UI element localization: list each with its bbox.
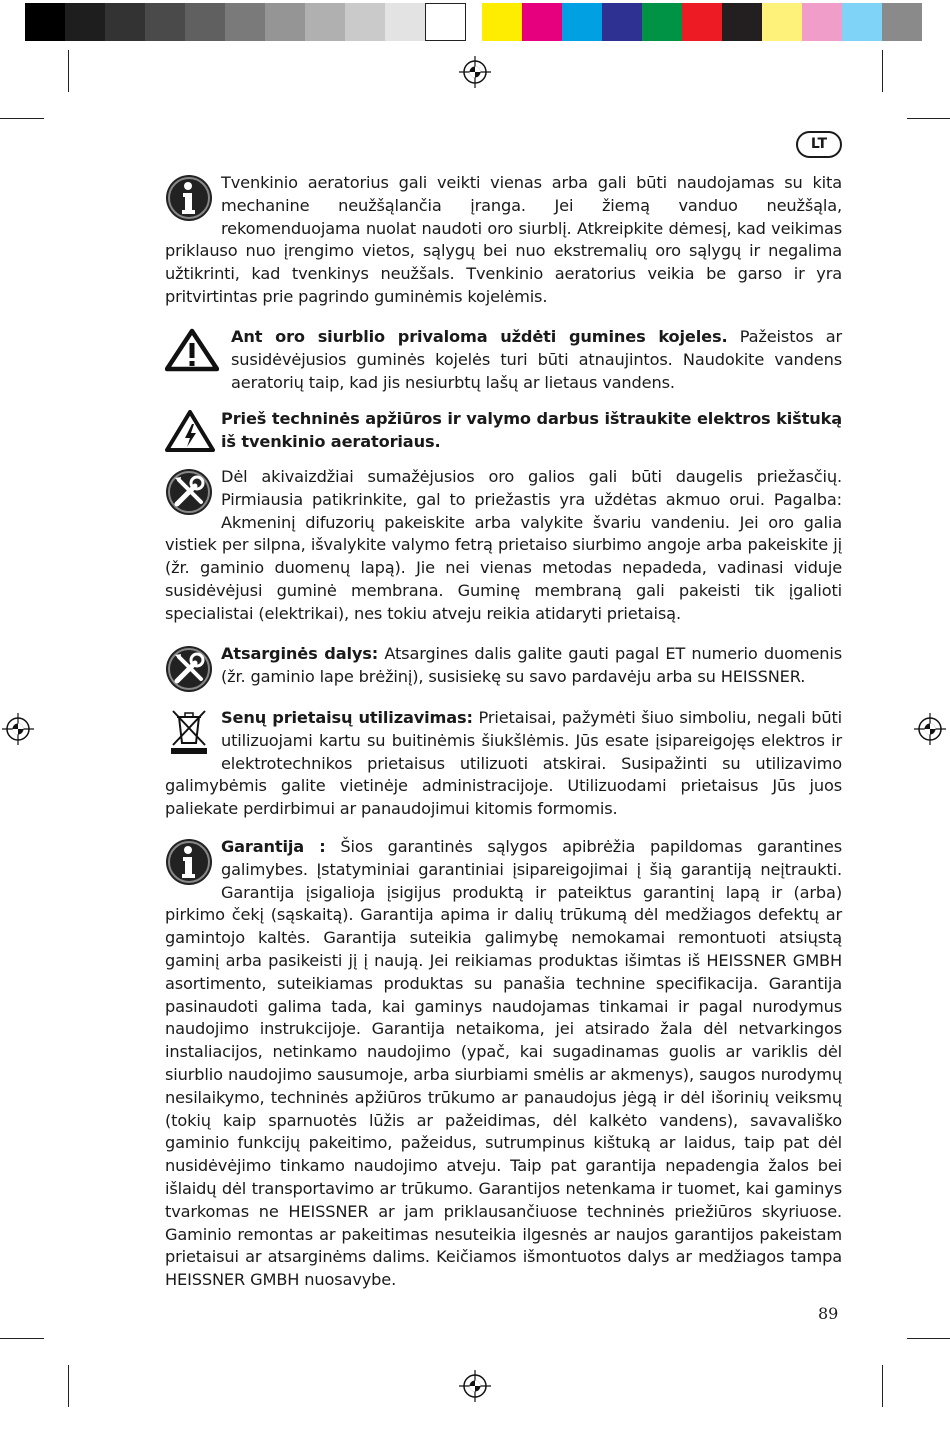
color-swatch	[882, 3, 922, 41]
color-swatch	[602, 3, 642, 41]
color-swatch	[522, 3, 562, 41]
crop-mark	[882, 50, 883, 92]
spare-parts-paragraph: Atsarginės dalys: Atsargines dalis galite gauti pagal ET numerio duomenis (žr. gaminio lape brėžinį), susisiekę su savo pardavėju arba su HEISSNER.	[165, 643, 842, 693]
troubleshooting-paragraph: Dėl akivaizdžiai sumažėjusios oro galios gali būti daugelis priežasčių. Pirmiausia patikrinkite, gal to priežastis yra uždėtas akmuo orui. Pagalba: Akmeninį difuzorių pakeiskite arba valykite švariu vandeniu. Jei oro galia vistiek per silpna, išvalykite valymo fetrą prietaiso siurbimo angoje arba pakeiskite jį (žr. gaminio duomenų lapą). Jie nei vienas metodas nepadeda, vadinasi viduje susidėvėjusi guminė membrana. Guminę membraną gali pakeisti tik įgalioti specialistai (elektrikai), nes tokiu atveju reikia atidaryti prietaisą.	[165, 467, 842, 623]
color-swatch	[482, 3, 522, 41]
crop-mark	[882, 1365, 883, 1407]
color-swatch	[682, 3, 722, 41]
gray-swatch	[225, 3, 265, 41]
gray-swatch	[25, 3, 65, 41]
electric-hazard-icon	[165, 410, 215, 452]
color-swatch	[722, 3, 762, 41]
gray-swatch	[185, 3, 225, 41]
crop-mark	[68, 1365, 69, 1407]
gray-swatch	[65, 3, 105, 41]
crop-mark	[0, 1338, 44, 1339]
electrical-warning-paragraph: Prieš techninės apžiūros ir valymo darbus ištraukite elektros kištuką iš tvenkinio aeratoriaus.	[165, 408, 842, 454]
warning-triangle-icon	[165, 328, 223, 372]
info-icon	[165, 174, 215, 222]
color-swatch	[762, 3, 802, 41]
page-number: 89	[818, 1304, 839, 1323]
info-paragraph: Tvenkinio aeratorius gali veikti vienas arba gali būti naudojamas su kita mechanine neužšąlančia įranga. Jei žiemą vanduo neužšąla, rekomenduojama nuolat naudoti oro siurblį. Atkreipkite dėmesį, kad veikimas priklauso nuo įrengimo vietos, sąlygų bei nuo ekstremalių oro sąlygų ir negalima užtikrinti, kad tvenkinys neužšals. Tvenkinio aeratorius veikia be garso ir yra pritvirtintas prie pagrindo guminėmis kojelėmis.	[165, 173, 842, 306]
gray-swatch	[385, 3, 425, 41]
crop-mark	[0, 118, 44, 119]
color-swatch	[562, 3, 602, 41]
info-icon	[165, 838, 215, 886]
crop-mark	[907, 118, 950, 119]
registration-mark-icon	[459, 56, 491, 88]
tools-icon	[165, 468, 215, 516]
warning-paragraph: Ant oro siurblio privaloma uždėti gumines kojeles. Pažeistos ar susidėvėjusios guminės kojelės turi būti atnaujintos. Naudokite vandens aeratorių taip, kad jis nesiurbtų lašų ar lietaus vandens.	[165, 326, 842, 394]
language-badge: LT	[796, 131, 842, 158]
color-swatch	[842, 3, 882, 41]
gray-swatch	[305, 3, 345, 41]
gray-swatch	[265, 3, 305, 41]
crop-mark	[907, 1338, 950, 1339]
warranty-paragraph: Garantija : Šios garantinės sąlygos apibrėžia papildomas garantines galimybes. Įstatyminiai garantiniai įsipareigojimai į šią garantiją neįtraukti. Garantija įsigalioja įsigijus produktą ir pateiktus garantinį lapą ir (arba) pirkimo čekį (sąskaitą). Garantija apima ir dalių trūkumą dėl medžiagos defektų ar gamintojo kaltės. Garantija suteikia galimybę nemokamai remontuoti atsiųstą gaminį arba pasikeisti jį į naują. Jei reikiamas produktas išimtas iš HEISSNER GMBH asortimento, suteikiamas produktas su panašia technine specifikacija. Garantija pasinaudoti galima tada, kai gaminys naudojamas tinkamai ir pagal nurodymus naudojimo instrukcijoje. Garantija netaikoma, jei atsirado žala dėl netvarkingos instaliacijos, netinkamo naudojimo (ypač, kai sugadinamas guolis ar variklis dėl siurblio naudojimo sausumoje, arba siurbiami smėlis ar akmenys), saugos nurodymų nesilaikymo, techninės apžiūros trūkumo ar panaudojus jėgą ir dėl išorinių veiksmų (tokių kaip sparnuotės lūžis ar pažeidimas, dėl kalkėto vandens), savavališko gaminio funkcijų pakeitimo, pažeidus, sutrumpinus kištuką ar laidus, taip pat dėl nusidėvėjimo tinkamo naudojimo atveju. Taip pat garantija nepadengia žalos bei išlaidų dėl transportavimo ar trūkumo. Garantijos netenkama ir tuomet, kai gaminys tvarkomas ne HEISSNER ar jam priklausančiuose techninės priežiūros skyriuose. Gaminio remontas ar pakeitimas nesuteikia ilgesnės ar naujos garantijos pakeistam prietaisui ar atsarginėms dalims. Keičiamos išmontuotos dalys ar medžiagos tampa HEISSNER GMBH nuosavybe.	[165, 837, 842, 1290]
registration-mark-icon	[459, 1370, 491, 1402]
gray-swatch	[105, 3, 145, 41]
color-calibration-bar	[482, 3, 922, 41]
gray-swatch	[145, 3, 185, 41]
registration-mark-icon	[2, 713, 34, 745]
gray-swatch	[425, 3, 466, 41]
registration-mark-icon	[914, 713, 946, 745]
gray-swatch	[345, 3, 385, 41]
crop-mark	[68, 50, 69, 92]
grayscale-calibration-bar	[25, 3, 466, 41]
disposal-paragraph: Senų prietaisų utilizavimas: Prietaisai, pažymėti šiuo simboliu, negali būti utilizuojami kartu su buitinėmis šiukšlėmis. Jūs esate įsipareigojęs elektros ir elektrotechnikos prietaisus utilizuoti atskirai. Susipažinti su utilizavimo galimybėmis galite vietinėje administracijoje. Utilizuodami prietaisus Jūs juos paliekate perdirbimui ar panaudojimui kitomis formomis.	[165, 708, 842, 819]
color-swatch	[802, 3, 842, 41]
crossed-bin-icon	[165, 709, 215, 755]
tools-icon	[165, 645, 215, 693]
color-swatch	[642, 3, 682, 41]
